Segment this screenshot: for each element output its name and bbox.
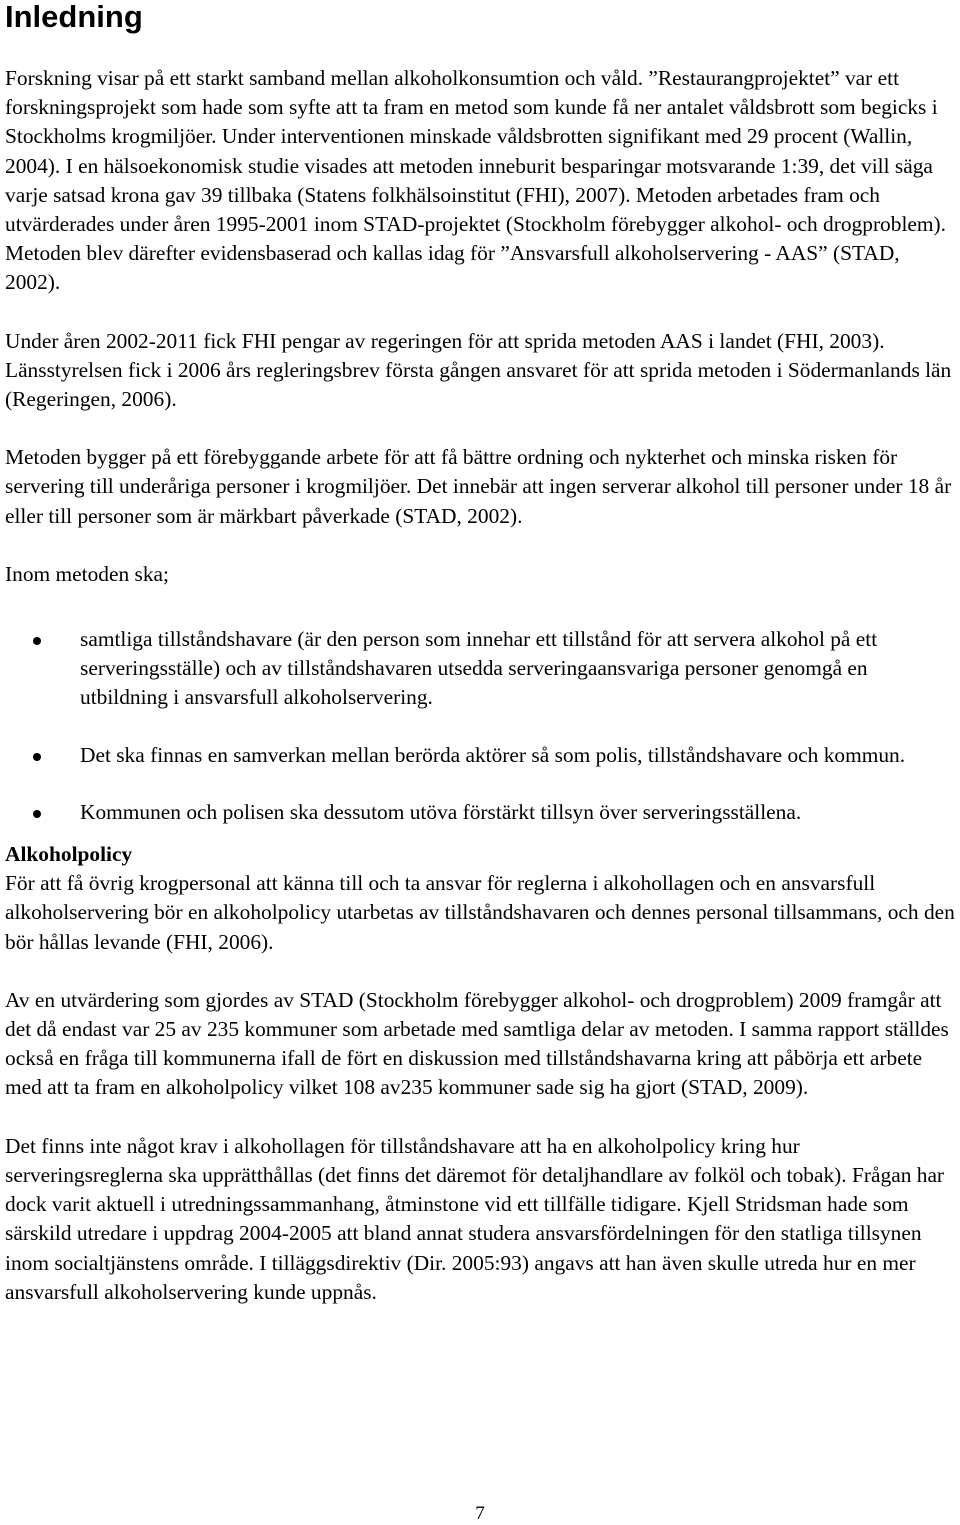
bullet-dot-icon — [33, 637, 41, 645]
paragraph-method: Metoden bygger på ett förebyggande arbete för att få bättre ordning och nykterhet och minska risken för servering till underåriga personer i krogmiljöer. Det innebär att ingen serverar alkohol till personer under 18 år eller till personer som är märkbart påverkade (STAD, 2002). — [5, 445, 952, 528]
list-item — [5, 798, 955, 827]
list-item — [5, 741, 955, 770]
paragraph-intro: Forskning visar på ett starkt samband mellan alkoholkonsumtion och våld. ”Restaurangprojektet” var ett forskningsprojekt som hade som syfte att ta fram en metod som kunde få ner antalet våldsbrott som begicks i Stockholms krogmiljöer. Under interventionen minskade våldsbrotten signifikant med 29 procent (Wallin, 2004). I en hälsoekonomisk studie visades att metoden inneburit besparingar motsvarande 1:39, det vill säga varje satsad krona gav 39 tillbaka (Statens folkhälsoinstitut (FHI), 2007). Metoden arbetades fram och utvärderades under åren 1995-2001 inom STAD-projektet (Stockholm förebygger alkohol- och drogproblem). Metoden blev därefter evidensbaserad och kallas idag för ”Ansvarsfull alkoholservering - AAS” (STAD, 2002). — [5, 66, 946, 295]
list-item-text: Det ska finnas en samverkan mellan berörda aktörer så som polis, tillståndshavare och kommun. — [80, 742, 906, 767]
list-item — [5, 625, 955, 713]
list-item-text: Kommunen och polisen ska dessutom utöva förstärkt tillsyn över serveringsställena. — [80, 799, 802, 824]
list-item-text: samtliga tillståndshavare (är den person som innehar ett tillstånd för att servera alkohol på ett serveringsställe) och av tillståndshavaren utsedda serveringaansvariga personer genomgå en utbildning i ansvarsfull alkoholservering. — [80, 627, 878, 710]
document-page — [5, 0, 955, 1307]
bullet-dot-icon — [33, 810, 41, 818]
paragraph-fhi: Under åren 2002-2011 fick FHI pengar av regeringen för att sprida metoden AAS i landet (FHI, 2003). Länsstyrelsen fick i 2006 års regleringsbrev första gången ansvaret för att sprida metoden i Södermanlands län (Regeringen, 2006). — [5, 328, 952, 412]
bullet-list — [5, 625, 955, 827]
paragraph-policy: För att få övrig krogpersonal att känna till och ta ansvar för reglerna i alkohollagen och en ansvarsfull alkoholservering bör en alkoholpolicy utarbetas av tillståndshavaren och dennes personal tillsammans, och den bör hållas levande (FHI, 2006). — [5, 871, 955, 954]
page-title: Inledning — [5, 0, 143, 34]
paragraph-list-intro: Inom metoden ska; — [5, 561, 169, 586]
section-heading: Alkoholpolicy — [5, 842, 133, 867]
paragraph-evaluation: Av en utvärdering som gjordes av STAD (Stockholm förebygger alkohol- och drogproblem) 2009 framgår att det då endast var 25 av 235 kommuner som arbetade med samtliga delar av metoden. I samma rapport ställdes också en fråga till kommunerna ifall de fört en diskussion med tillståndshavarna kring att påbörja ett arbete med att ta fram en alkoholpolicy vilket 108 av235 kommuner sade sig ha gjort (STAD, 2009). — [5, 987, 949, 1100]
page-number: 7 — [475, 1503, 485, 1524]
paragraph-requirements: Det finns inte något krav i alkohollagen för tillståndshavare att ha en alkoholpolicy kring hur serveringsreglerna ska upprätthållas (det finns det däremot för detaljhandlare av folköl och tobak). Frågan har dock varit aktuell i utredningssammanhang, åtminstone vid ett tillfälle tidigare. Kjell Stridsman hade som särskild utredare i uppdrag 2004-2005 att bland annat studera ansvarsfördelningen för den statliga tillsynen inom socialtjänstens område. I tilläggsdirektiv (Dir. 2005:93) angavs att han även skulle utreda hur en mer ansvarsfull alkoholservering kunde uppnås. — [5, 1133, 945, 1304]
bullet-dot-icon — [33, 753, 41, 761]
